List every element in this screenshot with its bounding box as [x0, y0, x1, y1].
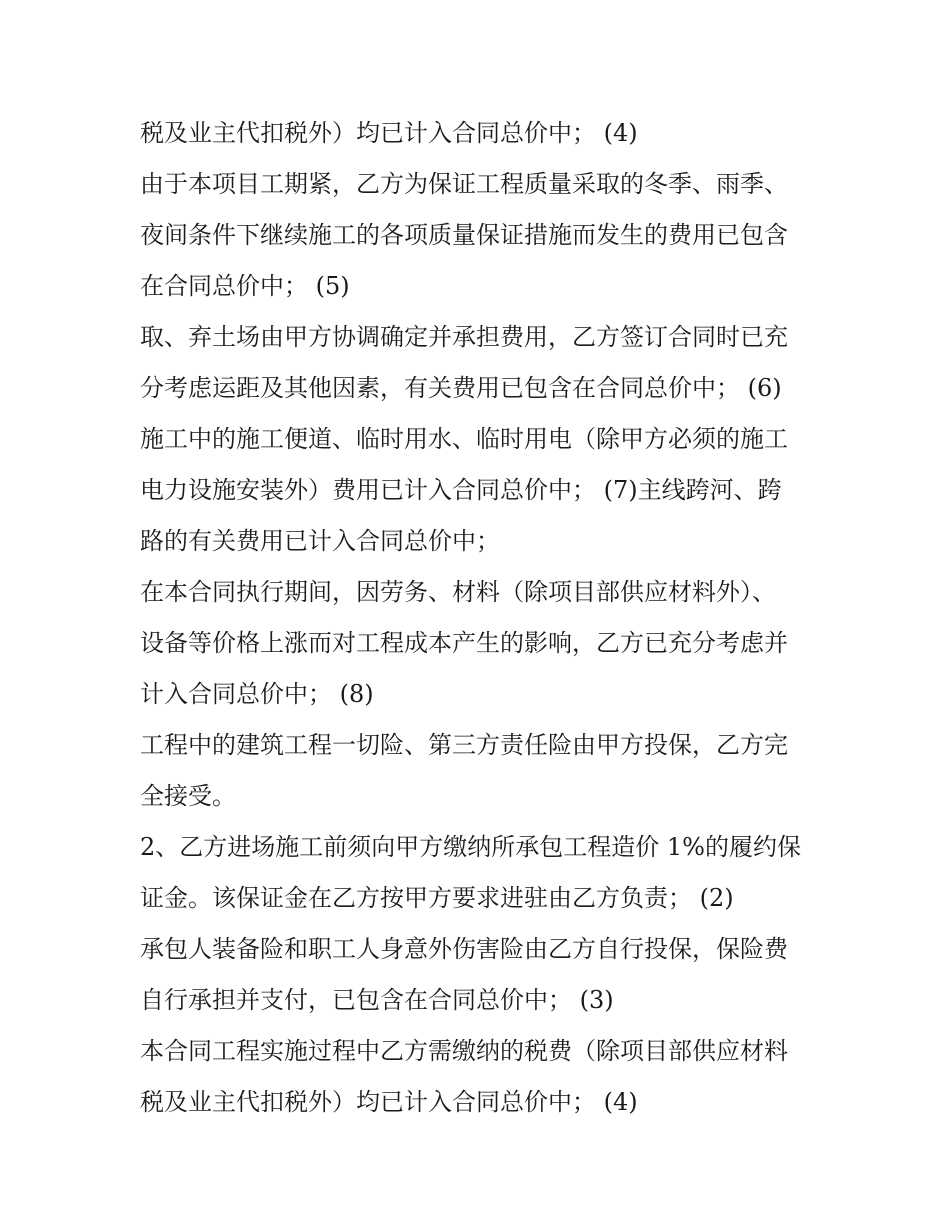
text-line: 在本合同执行期间，因劳务、材料（除项目部供应材料外）、: [140, 578, 776, 606]
text-line: 承包人装备险和职工人身意外伤害险由乙方自行投保，保险费: [140, 935, 788, 963]
text-line: 在合同总价中； (5): [140, 272, 350, 300]
text-line: 夜间条件下继续施工的各项质量保证措施而发生的费用已包含: [140, 221, 788, 249]
text-line: 税及业主代扣税外）均已计入合同总价中； (4): [140, 1088, 638, 1116]
text-line: 电力设施安装外）费用已计入合同总价中； (7)主线跨河、跨: [140, 476, 782, 504]
text-line: 计入合同总价中； (8): [140, 680, 374, 708]
text-line: 2、乙方进场施工前须向甲方缴纳所承包工程造价 1%的履约保: [140, 833, 801, 861]
text-line: 税及业主代扣税外）均已计入合同总价中； (4): [140, 119, 638, 147]
text-line: 施工中的施工便道、临时用水、临时用电（除甲方必须的施工: [140, 425, 788, 453]
text-line: 证金。该保证金在乙方按甲方要求进驻由乙方负责； (2): [140, 884, 734, 912]
text-line: 自行承担并支付，已包含在合同总价中； (3): [140, 986, 614, 1014]
text-line: 工程中的建筑工程一切险、第三方责任险由甲方投保，乙方完: [140, 731, 788, 759]
text-line: 分考虑运距及其他因素，有关费用已包含在合同总价中； (6): [140, 374, 782, 402]
text-line: 设备等价格上涨而对工程成本产生的影响，乙方已充分考虑并: [140, 629, 788, 657]
text-line: 全接受。: [140, 782, 236, 810]
text-line: 本合同工程实施过程中乙方需缴纳的税费（除项目部供应材料: [140, 1037, 788, 1065]
text-line: 取、弃土场由甲方协调确定并承担费用，乙方签订合同时已充: [140, 323, 788, 351]
document-body: [140, 108, 820, 1128]
text-line: 路的有关费用已计入合同总价中；: [140, 527, 500, 555]
text-line: 由于本项目工期紧，乙方为保证工程质量采取的冬季、雨季、: [140, 170, 788, 198]
